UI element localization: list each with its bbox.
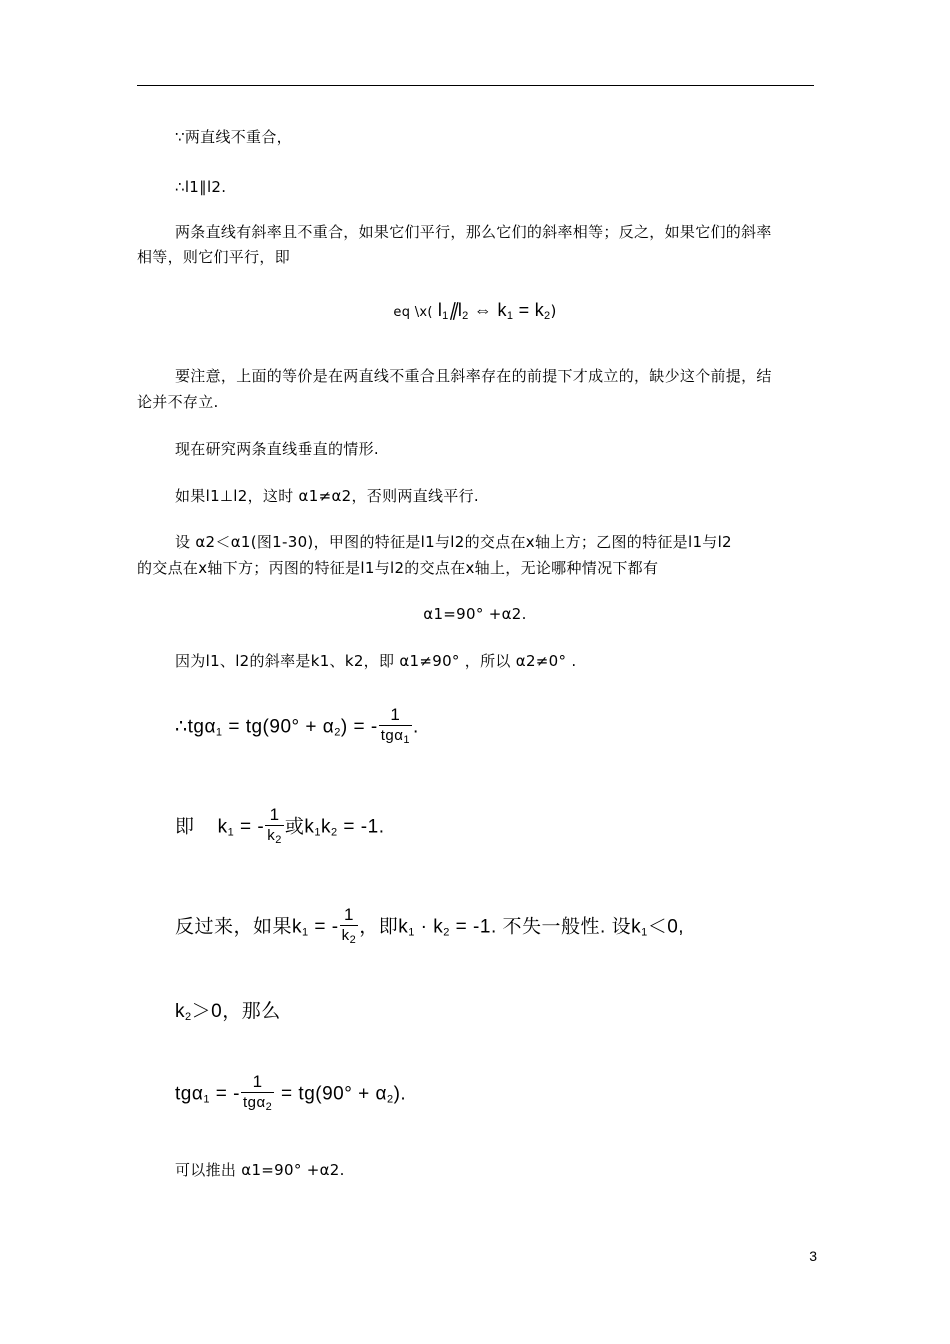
text-line: ∴l1∥l2.: [175, 178, 227, 196]
equation-k1: 即 $k_1$ = - $\frac{1}{k_2}$ 或$k_1k_2 = -1$.: [175, 805, 384, 850]
text-line: 要注意，上面的等价是在两直线不重合且斜率存在的前提下才成立的，缺少这个前提，结: [175, 367, 772, 385]
text-line: 如果l1⊥l2，这时 α1≠α2，否则两直线平行.: [175, 487, 479, 505]
fraction: $\frac{1}{tg\alpha_1}$: [380, 705, 410, 746]
fraction: $\frac{1}{tg\alpha_2}$: [242, 1072, 273, 1113]
equation-k2: $k_2>0$，那么: [175, 1001, 281, 1023]
text-line: ∵两直线不重合，: [175, 128, 292, 146]
text-line: 因为l1、l2的斜率是k1、k2，即 α1≠90° ，所以 α2≠0° .: [175, 652, 577, 670]
equation-alpha: α1=90° +α2.: [423, 605, 527, 623]
equation-tg-alpha1: ∴tgα$_1$ = $tg(90^\circ + \alpha_2)$ = - $\frac{1}{tg\alpha_1}$ .: [175, 705, 419, 750]
page-number: 3: [809, 1248, 817, 1264]
text-line: 可以推出 α1=90° +α2.: [175, 1161, 345, 1179]
text-line: 两条直线有斜率且不重合，如果它们平行，那么它们的斜率相等；反之，如果它们的斜率: [175, 223, 772, 241]
header-rule: [137, 85, 814, 86]
fraction: $\frac{1}{k_2}$: [267, 805, 282, 846]
text-line: 现在研究两条直线垂直的情形.: [175, 440, 379, 458]
equation-tg-final: tgα$_1$ = - $\frac{1}{tg\alpha_2}$ = $tg(90^\circ + \alpha_2)$.: [175, 1072, 406, 1117]
text-line: 相等，则它们平行，即: [137, 248, 291, 266]
fraction: $\frac{1}{k_2}$: [341, 905, 357, 946]
equation-parallel: eq \x( $l_1\parallel l_2$ ⇔ $k_1 = k_2$): [393, 300, 557, 322]
eq-prefix: eq \x(: [393, 305, 433, 320]
equation-converse: 反过来，如果$k_1$ = - $\frac{1}{k_2}$ ，即$k_1 \cdot k_2 = -1$. 不失一般性. 设$k_1<0$,: [175, 905, 684, 950]
text-line: 论并不存立.: [137, 393, 219, 411]
text-line: 设 α2＜α1(图1-30)，甲图的特征是l1与l2的交点在x轴上方；乙图的特征是l1与l2: [175, 533, 732, 551]
text-line: 的交点在x轴下方；丙图的特征是l1与l2的交点在x轴上，无论哪种情况下都有: [137, 559, 659, 577]
